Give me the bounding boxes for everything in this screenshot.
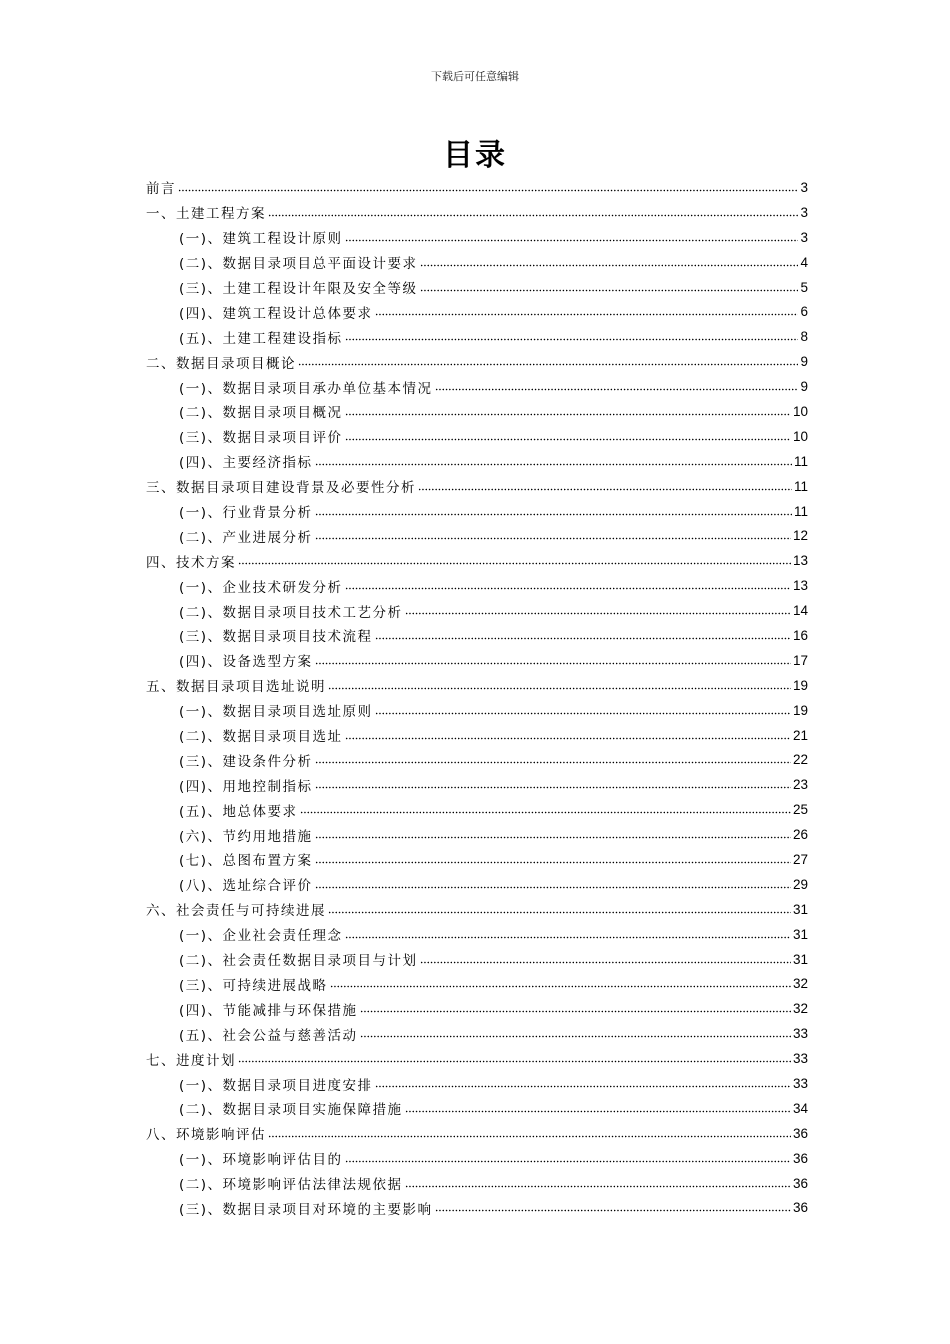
toc-entry-title: (三)、数据目录项目评价 <box>179 430 343 447</box>
toc-entry-title: (四)、主要经济指标 <box>179 455 313 472</box>
toc-entry[interactable] <box>146 1196 808 1221</box>
dot-leader <box>418 482 792 496</box>
dot-leader <box>315 457 792 471</box>
dot-leader <box>375 631 791 645</box>
toc-entry-page-number: 21 <box>792 727 808 743</box>
toc-entry[interactable] <box>146 175 808 200</box>
toc-entry[interactable] <box>146 275 808 300</box>
toc-entry[interactable] <box>146 996 808 1021</box>
toc-entry-page-number: 33 <box>792 1051 808 1067</box>
toc-entry-title: (三)、建设条件分析 <box>179 753 313 770</box>
toc-entry-page-number: 33 <box>792 1026 808 1042</box>
toc-entry-title: 六、社会责任与可持续进展 <box>146 903 326 920</box>
toc-entry-page-number: 36 <box>792 1150 808 1166</box>
toc-entry-page-number: 27 <box>792 851 808 867</box>
dot-leader <box>405 1179 791 1193</box>
toc-entry-page-number: 29 <box>792 876 808 892</box>
toc-entry-title: (四)、用地控制指标 <box>179 778 313 795</box>
toc-entry-title: 八、环境影响评估 <box>146 1127 266 1144</box>
toc-entry-page-number: 8 <box>800 329 808 345</box>
toc-entry-page-number: 11 <box>793 453 808 469</box>
toc-entry-title: (一)、数据目录项目进度安排 <box>179 1077 373 1094</box>
dot-leader <box>328 905 791 919</box>
toc-entry-page-number: 9 <box>800 354 808 370</box>
toc-entry-title: (八)、选址综合评价 <box>179 878 313 895</box>
toc-entry-page-number: 11 <box>793 503 808 519</box>
dot-leader <box>375 706 791 720</box>
toc-entry-title: 二、数据目录项目概论 <box>146 355 296 372</box>
toc-entry[interactable] <box>146 474 808 499</box>
toc-entry-page-number: 23 <box>792 777 808 793</box>
toc-entry-title: (六)、节约用地措施 <box>179 828 313 845</box>
toc-entry-title: (一)、数据目录项目承办单位基本情况 <box>179 380 433 397</box>
dot-leader <box>345 233 799 247</box>
dot-leader <box>345 1154 791 1168</box>
dot-leader <box>315 831 791 845</box>
toc-entry-title: (三)、可持续进展战略 <box>179 977 328 994</box>
toc-entry-title: (四)、设备选型方案 <box>179 654 313 671</box>
dot-leader <box>435 383 799 397</box>
toc-entry[interactable] <box>146 872 808 897</box>
dot-leader <box>420 955 791 969</box>
toc-entry[interactable] <box>146 1071 808 1096</box>
toc-entry[interactable] <box>146 1096 808 1121</box>
toc-entry-title: (三)、数据目录项目技术流程 <box>179 629 373 646</box>
dot-leader <box>315 532 791 546</box>
toc-entry[interactable] <box>146 573 808 598</box>
dot-leader <box>420 283 799 297</box>
toc-entry[interactable] <box>146 374 808 399</box>
toc-entry-title: (二)、产业进展分析 <box>179 529 313 546</box>
toc-entry-page-number: 31 <box>792 926 808 942</box>
toc-entry-page-number: 10 <box>792 428 808 444</box>
toc-entry-title: 七、进度计划 <box>146 1052 236 1069</box>
toc-entry-page-number: 10 <box>792 403 808 419</box>
toc-entry[interactable] <box>146 822 808 847</box>
toc-entry[interactable] <box>146 673 808 698</box>
toc-entry-title: 一、土建工程方案 <box>146 206 266 223</box>
toc-entry-page-number: 4 <box>800 254 808 270</box>
toc-entry-page-number: 19 <box>792 677 808 693</box>
dot-leader <box>178 183 798 197</box>
toc-entry[interactable] <box>146 299 808 324</box>
toc-entry[interactable] <box>146 972 808 997</box>
dot-leader <box>330 980 791 994</box>
toc-entry-title: 四、技术方案 <box>146 554 236 571</box>
dot-leader <box>315 756 791 770</box>
toc-entry-page-number: 3 <box>800 204 808 220</box>
toc-entry[interactable] <box>146 349 808 374</box>
toc-entry-title: (三)、数据目录项目对环境的主要影响 <box>179 1201 433 1218</box>
toc-entry-page-number: 32 <box>792 976 808 992</box>
dot-leader <box>315 656 791 670</box>
toc-entry[interactable] <box>146 1121 808 1146</box>
toc-entry-title: (二)、数据目录项目概况 <box>179 405 343 422</box>
toc-entry[interactable] <box>146 847 808 872</box>
toc-entry[interactable] <box>146 947 808 972</box>
toc-entry[interactable] <box>146 324 808 349</box>
toc-entry-page-number: 26 <box>792 827 808 843</box>
dot-leader <box>315 781 791 795</box>
toc-entry-page-number: 36 <box>792 1200 808 1216</box>
toc-entry[interactable] <box>146 698 808 723</box>
toc-entry-page-number: 31 <box>792 901 808 917</box>
dot-leader <box>405 607 791 621</box>
toc-entry-page-number: 22 <box>792 752 808 768</box>
toc-entry[interactable] <box>146 548 808 573</box>
dot-leader <box>435 1204 791 1218</box>
toc-entry-title: (二)、数据目录项目技术工艺分析 <box>179 604 403 621</box>
dot-leader <box>315 880 791 894</box>
toc-entry-page-number: 25 <box>792 802 808 818</box>
toc-entry-title: (三)、土建工程设计年限及安全等级 <box>179 281 418 297</box>
dot-leader <box>238 1055 791 1069</box>
toc-entry-page-number: 13 <box>792 553 808 569</box>
dot-leader <box>345 432 791 446</box>
dot-leader <box>345 582 791 596</box>
toc-entry-title: (一)、数据目录项目选址原则 <box>179 704 373 721</box>
dot-leader <box>345 407 791 421</box>
toc-entry-page-number: 31 <box>792 951 808 967</box>
toc-entry-title: (二)、环境影响评估法律法规依据 <box>179 1177 403 1194</box>
toc-entry-page-number: 32 <box>792 1001 808 1017</box>
toc-entry[interactable] <box>146 225 808 250</box>
toc-entry[interactable] <box>146 399 808 424</box>
toc-entry-title: 三、数据目录项目建设背景及必要性分析 <box>146 480 416 497</box>
toc-entry-title: (一)、建筑工程设计原则 <box>179 231 343 248</box>
toc-entry[interactable] <box>146 747 808 772</box>
toc-entry[interactable] <box>146 897 808 922</box>
toc-entry-page-number: 3 <box>800 179 808 195</box>
dot-leader <box>315 507 792 521</box>
toc-entry-title: 前言 <box>146 181 176 198</box>
dot-leader <box>345 731 791 745</box>
toc-entry-page-number: 6 <box>800 304 808 320</box>
toc-entry-title: (二)、数据目录项目总平面设计要求 <box>179 256 418 273</box>
toc-entry-title: (一)、环境影响评估目的 <box>179 1152 343 1169</box>
toc-entry-title: (一)、企业社会责任理念 <box>179 928 343 945</box>
toc-entry-page-number: 12 <box>792 528 808 544</box>
dot-leader <box>420 258 799 272</box>
toc-entry-title: (二)、社会责任数据目录项目与计划 <box>179 953 418 970</box>
toc-entry[interactable] <box>146 1171 808 1196</box>
toc-entry-title: (七)、总图布置方案 <box>179 853 313 870</box>
toc-entry[interactable] <box>146 598 808 623</box>
toc-entry-title: (五)、土建工程建设指标 <box>179 330 343 347</box>
dot-leader <box>375 1080 791 1094</box>
toc-entry[interactable] <box>146 1021 808 1046</box>
toc-entry[interactable] <box>146 499 808 524</box>
page-title: 目录 <box>443 138 507 173</box>
toc-entry-page-number: 17 <box>792 652 808 668</box>
toc-entry-title: (四)、建筑工程设计总体要求 <box>179 305 373 322</box>
toc-entry[interactable] <box>146 1046 808 1071</box>
header-note: 下载后可任意编辑 <box>431 70 519 83</box>
toc-entry[interactable] <box>146 648 808 673</box>
toc-entry[interactable] <box>146 922 808 947</box>
dot-leader <box>298 358 798 372</box>
toc-entry-page-number: 19 <box>792 702 808 718</box>
toc-entry-page-number: 34 <box>792 1100 808 1116</box>
toc-entry-page-number: 5 <box>800 279 808 295</box>
toc-entry-page-number: 11 <box>793 478 808 494</box>
dot-leader <box>375 308 799 322</box>
toc-entry-title: (五)、社会公益与慈善活动 <box>179 1027 358 1044</box>
toc-entry-page-number: 36 <box>792 1125 808 1141</box>
toc-entry-title: 五、数据目录项目选址说明 <box>146 679 326 696</box>
dot-leader <box>345 930 791 944</box>
toc-entry[interactable] <box>146 449 808 474</box>
toc-entry-page-number: 36 <box>792 1175 808 1191</box>
toc-entry-page-number: 3 <box>800 229 808 245</box>
toc-entry-page-number: 16 <box>792 627 808 643</box>
dot-leader <box>315 855 791 869</box>
toc-entry-page-number: 9 <box>800 379 808 395</box>
dot-leader <box>300 806 791 820</box>
dot-leader <box>360 1030 791 1044</box>
dot-leader <box>345 333 799 347</box>
toc-entry[interactable] <box>146 250 808 275</box>
dot-leader <box>268 208 798 222</box>
toc-entry[interactable] <box>146 1146 808 1171</box>
toc-entry-title: (五)、地总体要求 <box>179 803 298 820</box>
dot-leader <box>268 1129 791 1143</box>
toc-entry[interactable] <box>146 723 808 748</box>
toc-entry[interactable] <box>146 772 808 797</box>
toc-entry[interactable] <box>146 797 808 822</box>
toc-entry[interactable] <box>146 424 808 449</box>
toc-entry-title: (二)、数据目录项目选址 <box>179 729 343 746</box>
table-of-contents <box>146 175 808 1220</box>
toc-entry[interactable] <box>146 200 808 225</box>
dot-leader <box>405 1104 791 1118</box>
dot-leader <box>238 557 791 571</box>
toc-entry-title: (二)、数据目录项目实施保障措施 <box>179 1102 403 1119</box>
dot-leader <box>328 681 791 695</box>
toc-entry-page-number: 33 <box>792 1076 808 1091</box>
toc-entry-title: (四)、节能减排与环保措施 <box>179 1002 358 1019</box>
toc-entry-title: (一)、行业背景分析 <box>179 505 313 522</box>
toc-entry-title: (一)、企业技术研发分析 <box>179 579 343 596</box>
toc-entry[interactable] <box>146 623 808 648</box>
dot-leader <box>360 1005 791 1019</box>
toc-entry-page-number: 13 <box>792 578 808 594</box>
toc-entry[interactable] <box>146 523 808 548</box>
toc-entry-page-number: 14 <box>792 603 808 619</box>
